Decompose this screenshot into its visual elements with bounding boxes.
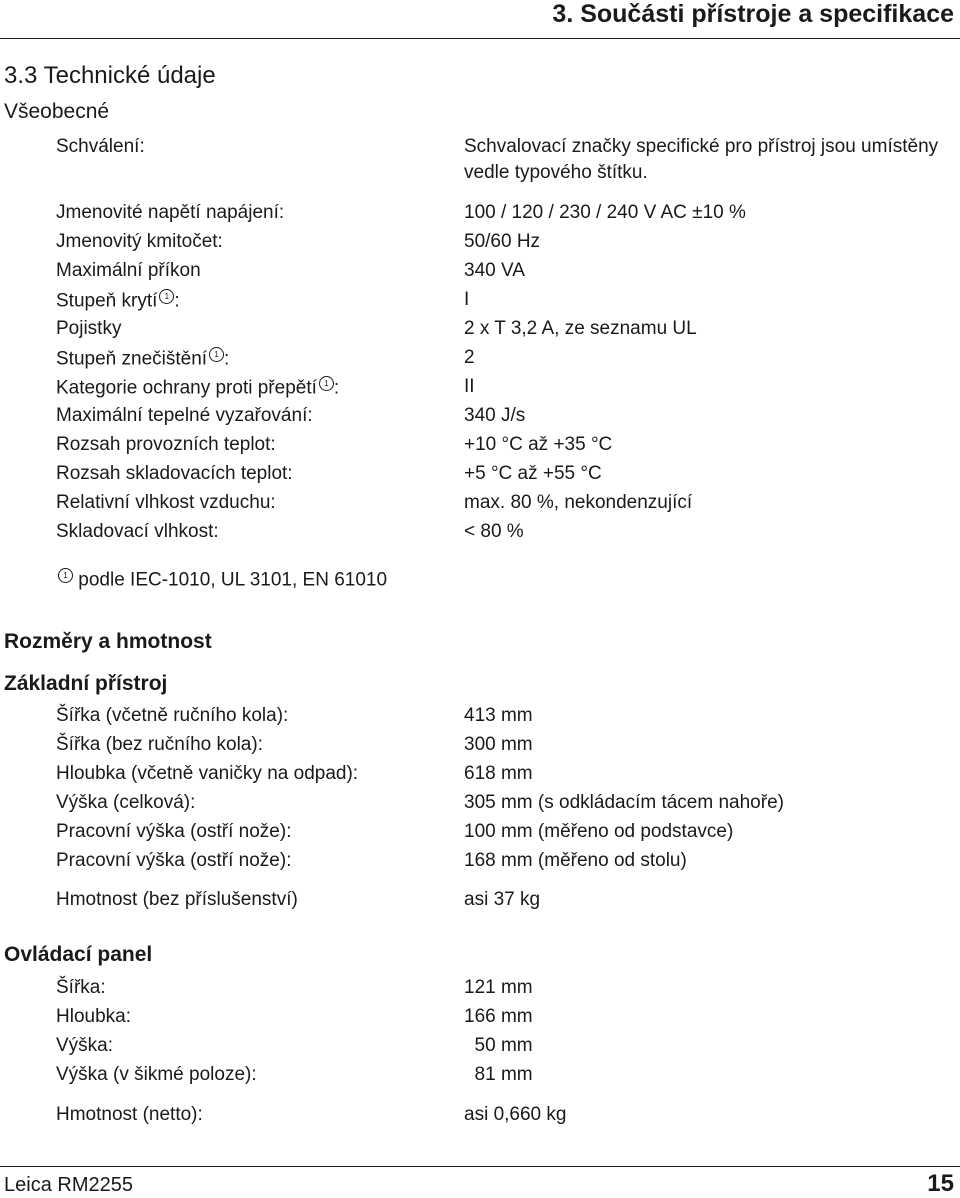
spec-value: 100 / 120 / 230 / 240 V AC ±10 % xyxy=(464,202,746,223)
spec-label: Rozsah skladovacích teplot: xyxy=(56,463,293,484)
footer-product: Leica RM2255 xyxy=(4,1174,133,1196)
footnote-text: podle IEC-1010, UL 3101, EN 61010 xyxy=(78,569,388,591)
approval-label: Schválení: xyxy=(56,136,145,157)
dimension-label: Pracovní výška (ostří nože): xyxy=(56,821,292,842)
dimension-label: Šířka (včetně ručního kola): xyxy=(56,705,289,726)
spec-label: Stupeň znečištění xyxy=(56,348,208,370)
spec-value: 2 xyxy=(464,347,475,368)
dimension-label: Pracovní výška (ostří nože): xyxy=(56,850,292,871)
page-number: 15 xyxy=(927,1170,954,1197)
header-rule xyxy=(0,38,960,39)
spec-value: 340 J/s xyxy=(464,405,526,426)
panel-dimension-value: 166 mm xyxy=(464,1006,533,1027)
footer-rule xyxy=(0,1166,960,1167)
spec-value: 50/60 Hz xyxy=(464,231,541,252)
spec-label-with-footnote xyxy=(56,347,229,370)
panel-weight-label: Hmotnost (netto): xyxy=(56,1104,203,1125)
spec-label-with-footnote xyxy=(56,289,180,312)
spec-value: 2 x T 3,2 A, ze seznamu UL xyxy=(464,318,697,339)
approval-value-line1: Schvalovací značky specifické pro přístroj jsou umístěny xyxy=(464,136,939,157)
spec-value: +10 °C až +35 °C xyxy=(464,434,613,455)
spec-value: I xyxy=(464,289,470,310)
footnote-marker: 1 xyxy=(319,376,334,391)
label-suffix: : xyxy=(224,348,230,370)
label-suffix: : xyxy=(174,290,180,312)
footnote-marker: 1 xyxy=(58,568,73,583)
dimension-value: 305 mm (s odkládacím tácem nahoře) xyxy=(464,792,784,813)
weight-value: asi 37 kg xyxy=(464,889,541,910)
general-heading: Všeobecné xyxy=(4,100,110,123)
panel-dimension-label: Šířka: xyxy=(56,977,106,998)
panel-dimension-value: 121 mm xyxy=(464,977,533,998)
spec-value: +5 °C až +55 °C xyxy=(464,463,602,484)
spec-label: Jmenovitý kmitočet: xyxy=(56,231,223,252)
spec-label: Jmenovité napětí napájení: xyxy=(56,202,285,223)
spec-value: 340 VA xyxy=(464,260,525,281)
footnote xyxy=(56,568,387,591)
dimension-label: Výška (celková): xyxy=(56,792,196,813)
weight-label: Hmotnost (bez příslušenství) xyxy=(56,889,298,910)
spec-label: Kategorie ochrany proti přepětí xyxy=(56,377,317,399)
section-title: 3.3 Technické údaje xyxy=(4,62,216,89)
panel-dimension-label: Výška: xyxy=(56,1035,114,1056)
label-suffix: : xyxy=(333,377,340,399)
spec-value: max. 80 %, nekondenzující xyxy=(464,492,693,513)
spec-label: Rozsah provozních teplot: xyxy=(56,434,276,455)
base-unit-heading: Základní přístroj xyxy=(4,672,168,695)
chapter-title: 3. Součásti přístroje a specifikace xyxy=(552,0,954,28)
spec-value: II xyxy=(464,376,475,397)
footnote-marker: 1 xyxy=(159,289,174,304)
dimension-value: 300 mm xyxy=(464,734,533,755)
spec-label: Maximální příkon xyxy=(56,260,201,281)
dimension-value: 413 mm xyxy=(464,705,533,726)
approval-value-line2: vedle typového štítku. xyxy=(464,162,648,183)
dimensions-heading: Rozměry a hmotnost xyxy=(4,630,212,653)
dimension-label: Hloubka (včetně vaničky na odpad): xyxy=(56,763,359,784)
spec-label: Maximální tepelné vyzařování: xyxy=(56,405,313,426)
spec-label-with-footnote xyxy=(56,376,339,399)
dimension-value: 618 mm xyxy=(464,763,533,784)
panel-dimension-value: 81 mm xyxy=(464,1064,533,1085)
panel-dimension-value: 50 mm xyxy=(464,1035,533,1056)
spec-label: Relativní vlhkost vzduchu: xyxy=(56,492,276,513)
control-panel-heading: Ovládací panel xyxy=(4,943,153,966)
spec-label: Stupeň krytí xyxy=(56,290,158,312)
footnote-marker: 1 xyxy=(209,347,224,362)
panel-weight-value: asi 0,660 kg xyxy=(464,1104,567,1125)
panel-dimension-label: Výška (v šikmé poloze): xyxy=(56,1064,257,1085)
dimension-label: Šířka (bez ručního kola): xyxy=(56,734,263,755)
panel-dimension-label: Hloubka: xyxy=(56,1006,131,1027)
spec-label: Pojistky xyxy=(56,318,122,339)
dimension-value: 168 mm (měřeno od stolu) xyxy=(464,850,687,871)
spec-value: < 80 % xyxy=(464,521,524,542)
dimension-value: 100 mm (měřeno od podstavce) xyxy=(464,821,734,842)
spec-label: Skladovací vlhkost: xyxy=(56,521,219,542)
